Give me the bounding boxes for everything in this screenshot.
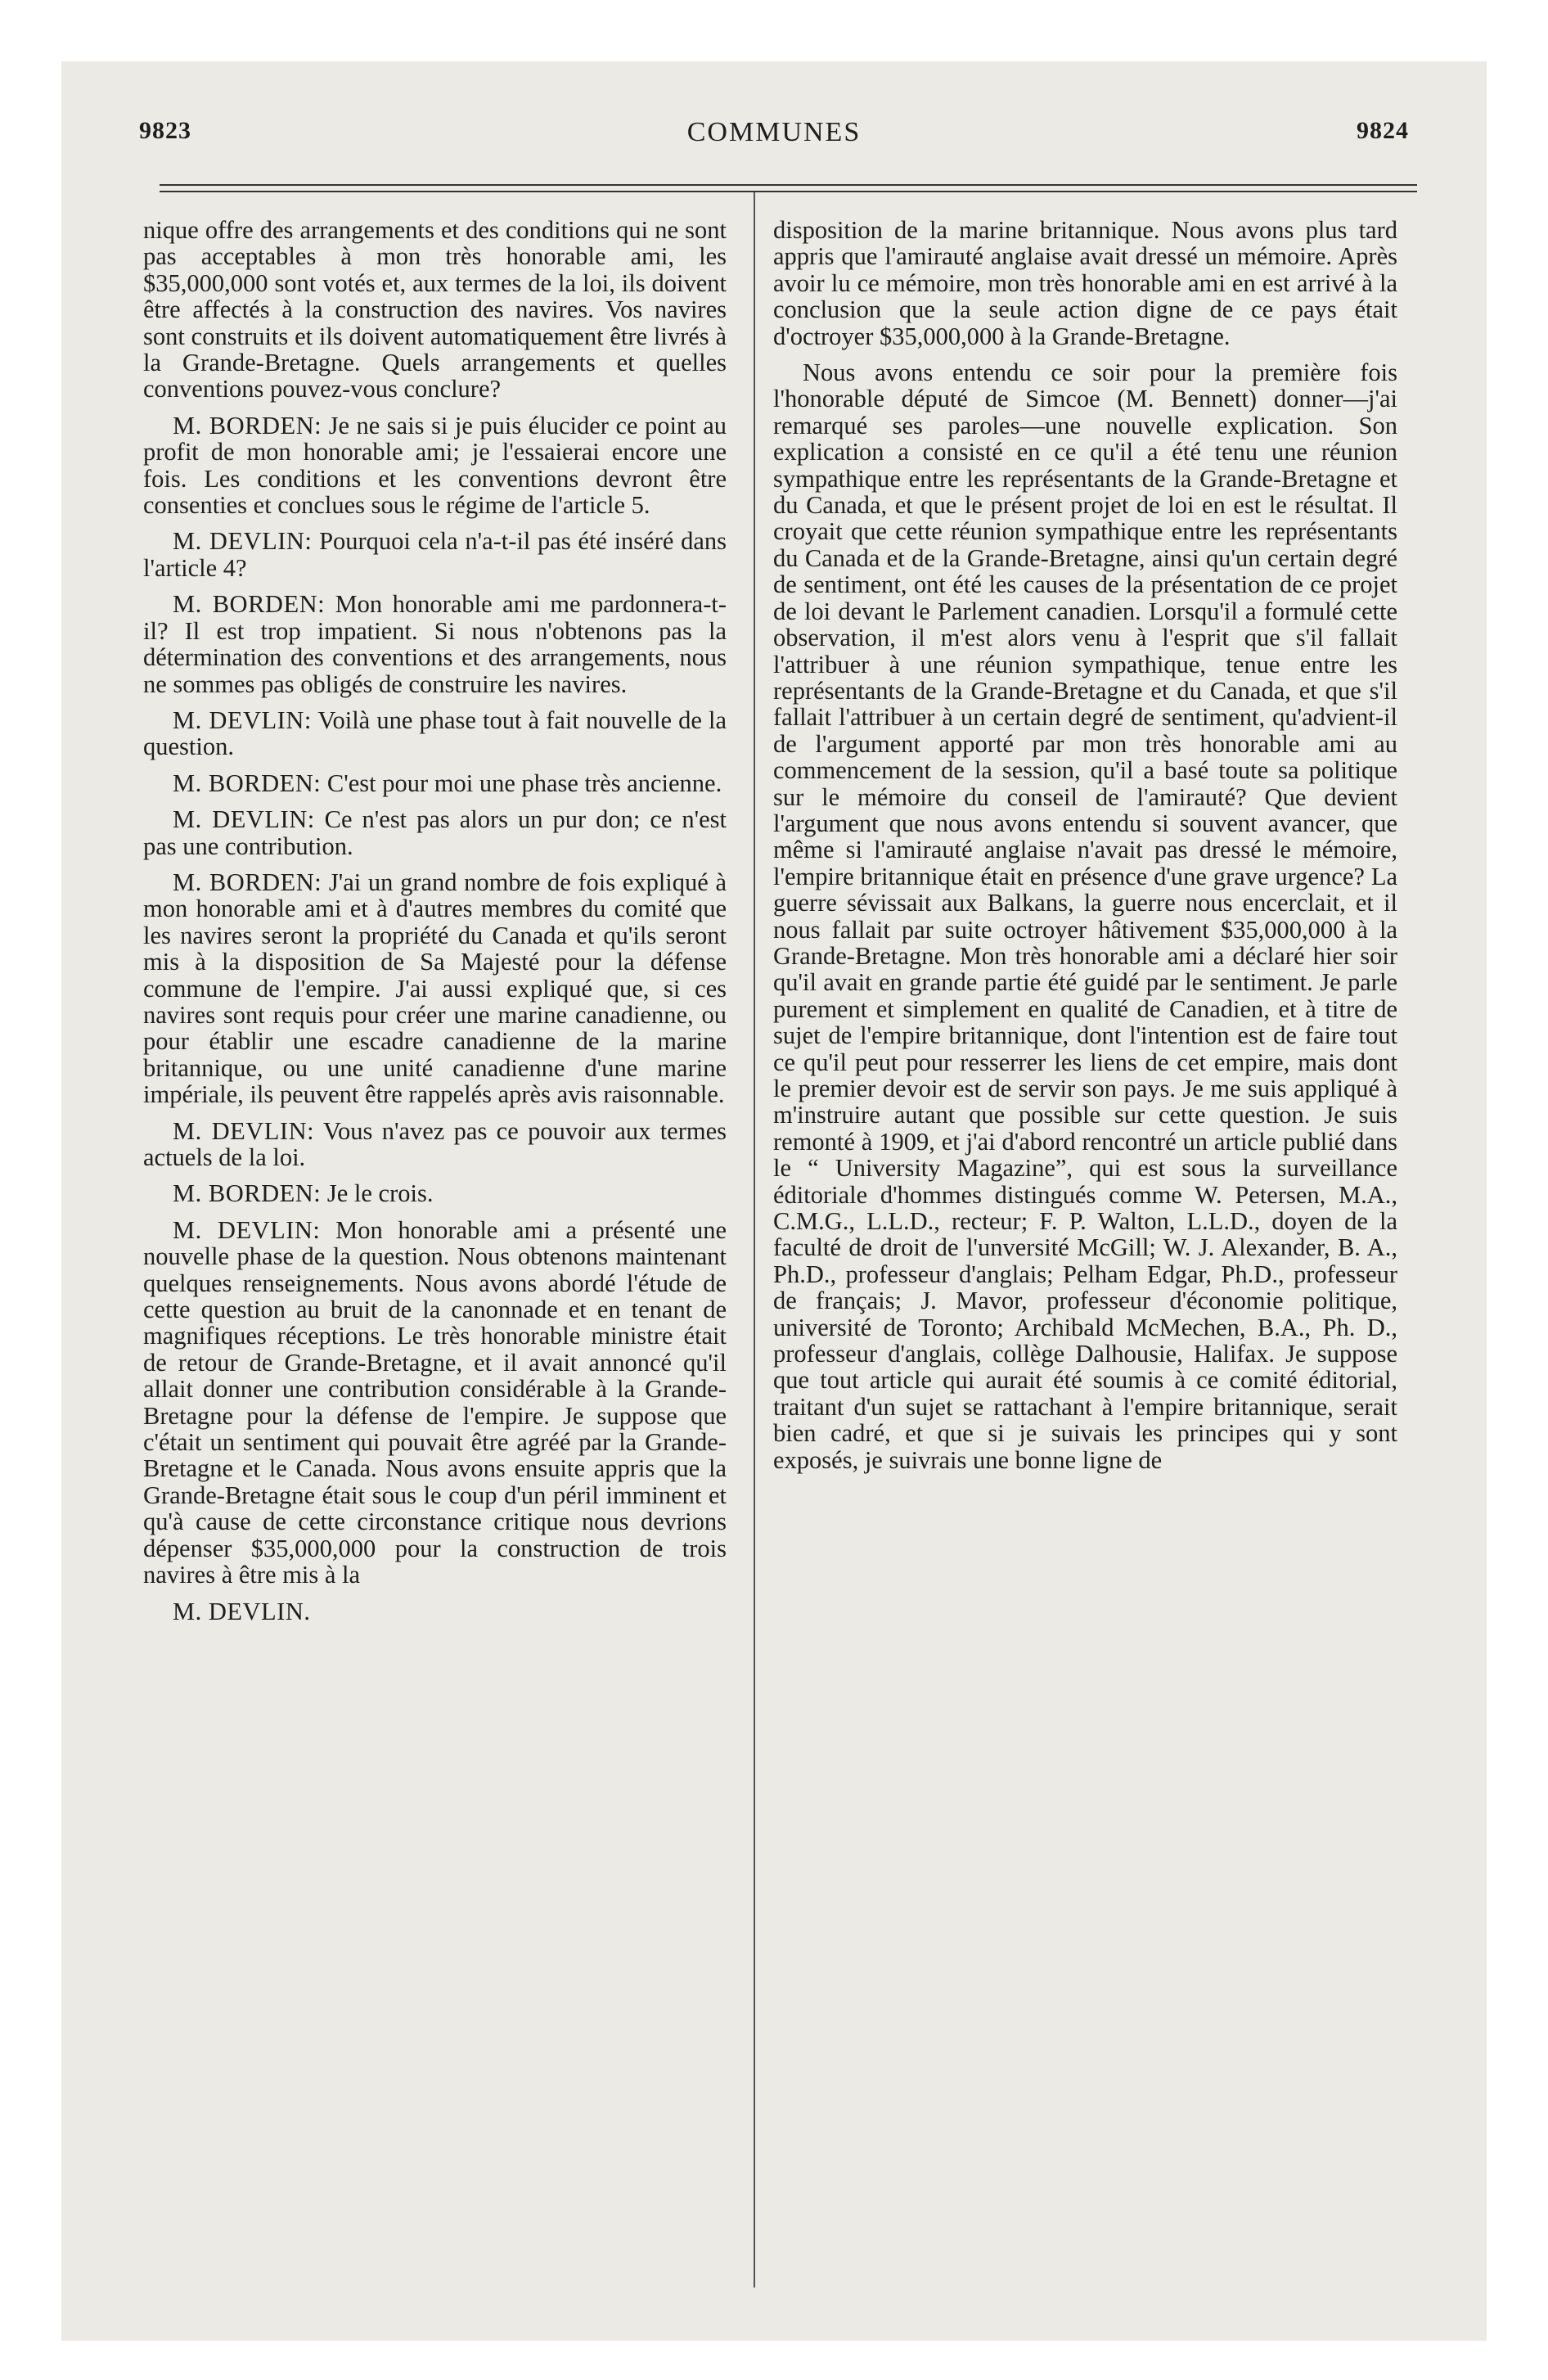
speaker-name: M. DEVLIN: xyxy=(173,527,313,556)
right-paragraph xyxy=(773,359,1397,1473)
paragraph-text: Voilà une phase tout à fait nouvelle de la question. xyxy=(143,705,727,761)
right-paragraph xyxy=(773,217,1397,349)
paragraph-text: Pourquoi cela n'a-t-il pas été inséré dans l'article 4? xyxy=(143,527,727,582)
paragraph-text: Je ne sais si je puis élucider ce point au profit de mon honorable ami; je l'essaierai encore une fois. Les conditions et les conventions devront être consenties et conclues sous le régime de l'article 5. xyxy=(143,411,727,520)
speaker-name: M. BORDEN: xyxy=(173,411,322,439)
paragraph-text: nique offre des arrangements et des conditions qui ne sont pas acceptables à mon très honorable ami, les $35,000,000 sont votés et, aux termes de la loi, ils doivent être affectés à la construction des navires. Vos navires sont construits et ils doivent automatiquement être livrés à la Grande-Bretagne. Quels arrangements et quelles conventions pouvez-vous conclure? xyxy=(143,216,727,403)
speaker-name: M. BORDEN: xyxy=(173,769,322,797)
speaker-name: M. BORDEN: xyxy=(173,1179,322,1208)
paragraph-text: Vous n'avez pas ce pouvoir aux termes actuels de la loi. xyxy=(143,1116,727,1171)
left-paragraph xyxy=(143,1598,727,1625)
header-rule-bottom xyxy=(160,191,1417,192)
speaker-name: M. DEVLIN: xyxy=(173,805,315,834)
left-paragraph xyxy=(143,1118,727,1171)
right-column xyxy=(773,217,1397,1483)
paragraph-text: Nous avons entendu ce soir pour la première fois l'honorable député de Simcoe (M. Bennett) donner—j'ai remarqué ses paroles—une nouvelle explication. Son explication a consisté en ce qu'il a été tenu une réunion sympathique entre les représentants de la Grande-Bretagne et du Canada, et que le présent projet de loi en est le résultat. Il croyait que cette réunion sympathique entre les représentants du Canada et de la Grande-Bretagne, ainsi qu'un certain degré de sentiment, ont été les causes de la présentation de ce projet de loi devant le Parlement canadien. Lorsqu'il a formulé cette observation, il m'est alors venu à l'esprit que s'il fallait l'attribuer à une réunion sympathique, tenue entre les représentants de la Grande-Bretagne et du Canada, et que s'il fallait l'attribuer à un certain degré de sentiment, qu'advient-il de l'argument apporté par mon très honorable ami au commencement de la session, qu'il a basé toute sa politique sur le mémoire du conseil de l'amirauté? Que devient l'argument que nous avons entendu si souvent avancer, que même si l'amirauté anglaise n'avait pas dressé le mémoire, l'empire britannique était en présence d'une grave urgence? La guerre sévissait aux Balkans, la guerre nous encerclait, et il nous fallait par suite octroyer hâtivement $35,000,000 à la Grande-Bretagne. Mon très honorable ami a déclaré hier soir qu'il avait en grande partie été guidé par le sentiment. Je parle purement et simplement en qualité de Canadien, et à titre de sujet de l'empire britannique, dont l'intention est de faire tout ce qu'il peut pour resserrer les liens de cet empire, mais dont le premier devoir est de servir son pays. Je me suis appliqué à m'instruire autant que possible sur cette question. Je suis remonté à 1909, et j'ai d'abord rencontré un article publié dans le “ University Magazine”, qui est sous la surveillance éditoriale d'hommes distingués comme W. Petersen, M.A., C.M.G., L.L.D., recteur; F. P. Walton, L.L.D., doyen de la faculté de droit de l'unversité McGill; W. J. Alexander, B. A., Ph.D., professeur d'anglais; Pelham Edgar, Ph.D., professeur de français; J. Mavor, professeur d'économie politique, université de Toronto; Archibald McMechen, B.A., Ph. D., professeur d'anglais, collège Dalhousie, Halifax. Je suppose que tout article qui aurait été soumis à ce comité éditorial, traitant d'un sujet se rattachant à l'empire britannique, serait bien cadré, et que si je suivais les principes qui y sont exposés, je suivrais une bonne ligne de xyxy=(773,358,1397,1474)
paragraph-text: Mon honorable ami a présenté une nouvelle phase de la question. Nous obtenons maintenant quelques renseignements. Nous avons abordé l'étude de cette question au bruit de la canonnade et en tenant de magnifiques réceptions. Le très honorable ministre était de retour de Grande-Bretagne, et il avait annoncé qu'il allait donner une contribution considérable à la Grande-Bretagne pour la défense de l'empire. Je suppose que c'était un sentiment qui pouvait être agréé par la Grande-Bretagne et le Canada. Nous avons ensuite appris que la Grande-Bretagne était sous le coup d'un péril imminent et qu'à cause de cette circonstance critique nous devrions dépenser $35,000,000 pour la construction de trois navires à être mis à la xyxy=(143,1215,727,1589)
left-paragraph xyxy=(143,217,727,403)
speaker-name: M. BORDEN: xyxy=(173,590,326,619)
left-paragraph xyxy=(143,412,727,519)
page-number-right: 9824 xyxy=(1357,117,1409,144)
left-paragraph xyxy=(143,1217,727,1589)
paragraph-text: disposition de la marine britannique. Nous avons plus tard appris que l'amirauté anglaise avait dressé un mémoire. Après avoir lu ce mémoire, mon très honorable ami en est arrivé à la conclusion que la seule action digne de ce pays était d'octroyer $35,000,000 à la Grande-Bretagne. xyxy=(773,216,1397,350)
header-rule-top xyxy=(160,184,1417,186)
left-paragraph xyxy=(143,806,727,859)
left-paragraph xyxy=(143,770,727,796)
left-paragraph xyxy=(143,707,727,760)
left-paragraph xyxy=(143,591,727,697)
document-page xyxy=(61,61,1487,2341)
page-title: COMMUNES xyxy=(686,117,862,147)
paragraph-text: Ce n'est pas alors un pur don; ce n'est pas une contribution. xyxy=(143,805,727,860)
left-paragraph xyxy=(143,528,727,581)
speaker-name: M. BORDEN: xyxy=(173,868,322,896)
paragraph-text: C'est pour moi une phase très ancienne. xyxy=(321,769,722,797)
paragraph-text: Je le crois. xyxy=(321,1179,434,1208)
speaker-name: M. DEVLIN: xyxy=(173,1116,315,1145)
left-paragraph xyxy=(143,869,727,1108)
page-header xyxy=(139,117,1409,150)
speaker-name: M. DEVLIN: xyxy=(173,1215,321,1244)
page-number-left: 9823 xyxy=(139,117,191,144)
paragraph-text: J'ai un grand nombre de fois expliqué à mon honorable ami et à d'autres membres du comité que les navires seront la propriété du Canada et qu'ils seront mis à la disposition de Sa Majesté pour la défense commune de l'empire. J'ai aussi expliqué que, si ces navires sont requis pour créer une marine canadienne, ou pour établir une escadre canadienne de la marine britannique, ou une unité canadienne d'une marine impériale, ils peuvent être rappelés après avis raisonnable. xyxy=(143,868,727,1109)
left-column xyxy=(143,217,727,1634)
column-divider xyxy=(754,192,755,2288)
left-paragraph xyxy=(143,1180,727,1206)
speaker-name: M. DEVLIN. xyxy=(173,1597,311,1625)
paragraph-text: Mon honorable ami me pardonnera-t-il? Il est trop impatient. Si nous n'obtenons pas la détermination des conventions et des arrangements, nous ne sommes pas obligés de construire les navires. xyxy=(143,590,727,698)
speaker-name: M. DEVLIN: xyxy=(173,705,312,734)
